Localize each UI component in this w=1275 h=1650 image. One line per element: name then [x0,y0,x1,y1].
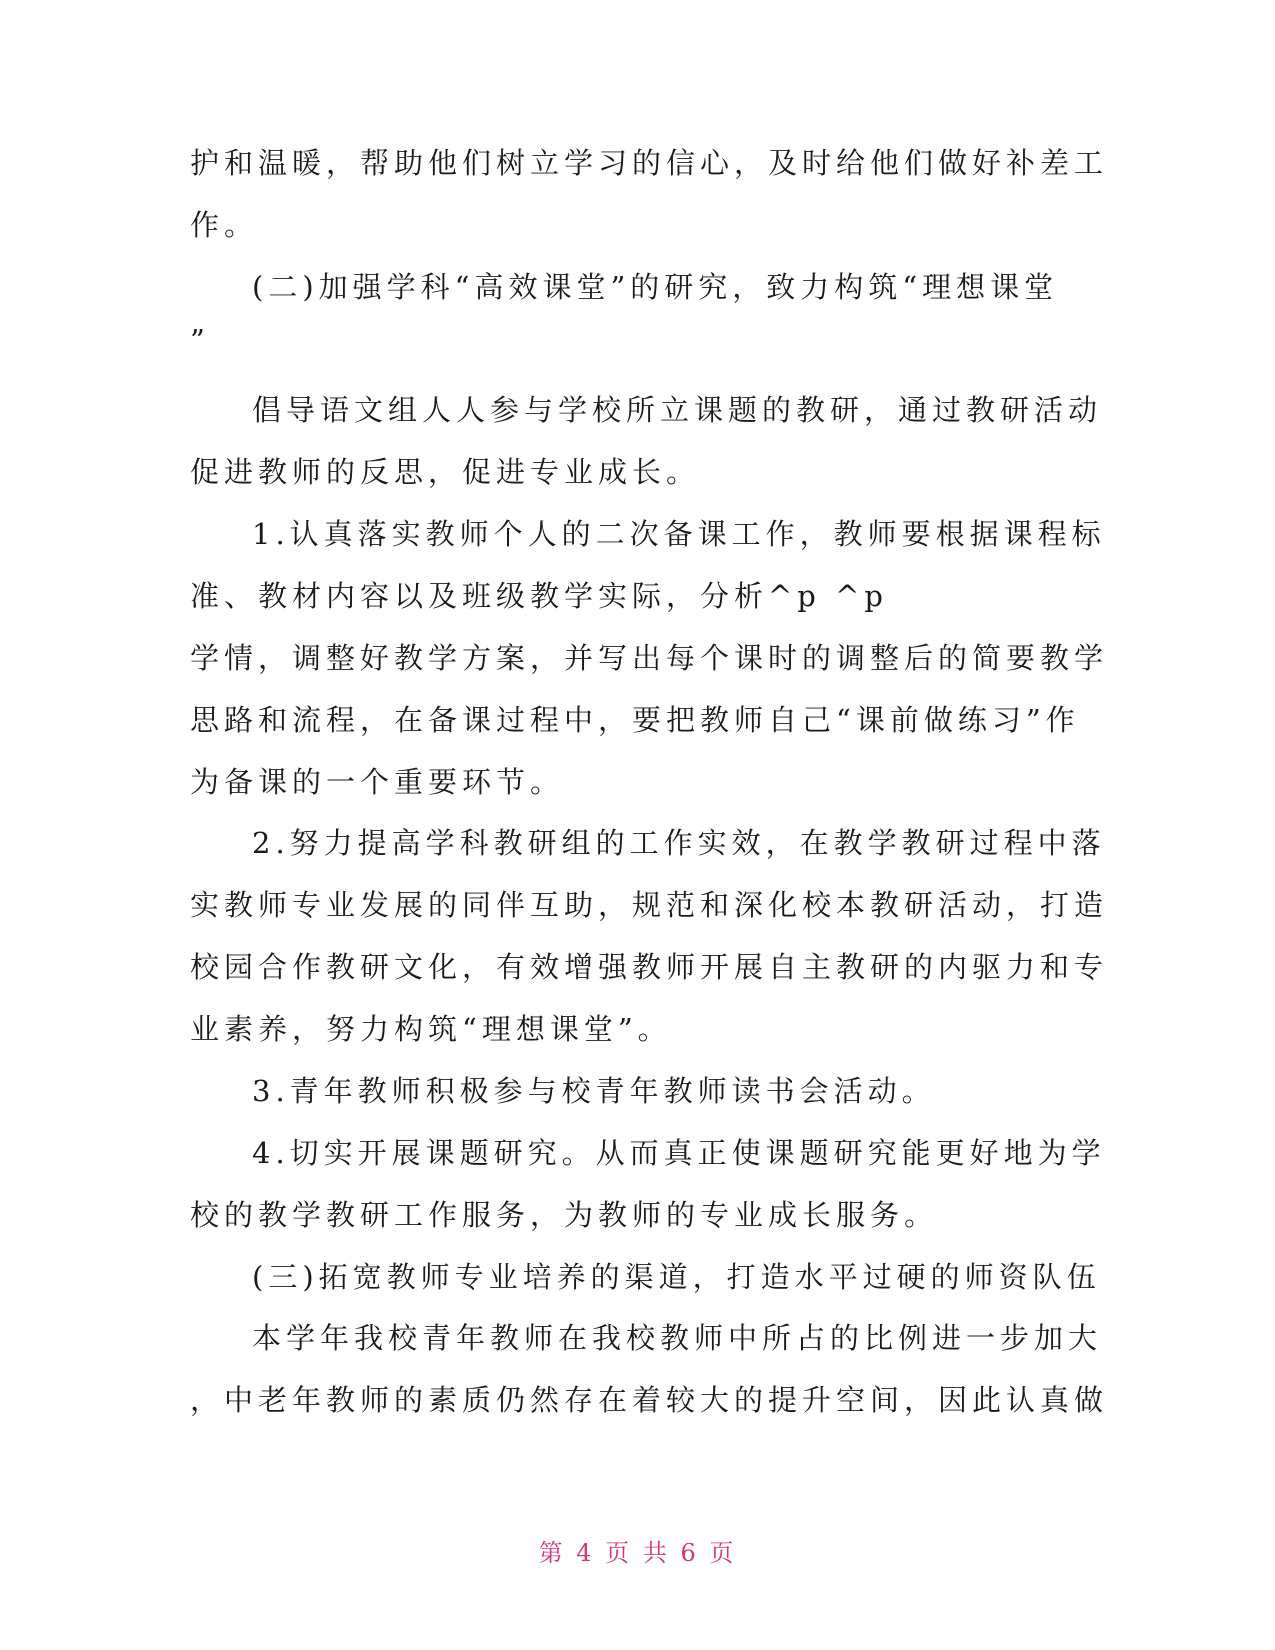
footer-suffix: 页 [709,1539,737,1567]
body-line: 学情，调整好教学方案，并写出每个课时的调整后的简要教学 [190,641,1109,675]
list-item-4: 4.切实开展课题研究。从而真正使课题研究能更好地为学 [252,1136,1106,1170]
list-item-2: 2.努力提高学科教研组的工作实效，在教学教研过程中落 [252,826,1106,860]
body-line: 倡导语文组人人参与学校所立课题的教研，通过教研活动 [252,393,1103,427]
footer-current-page: 4 [576,1539,595,1567]
body-line: 为备课的一个重要环节。 [190,765,565,799]
section-heading: (三)拓宽教师专业培养的渠道，打造水平过硬的师资队伍 [252,1260,1101,1294]
body-line: 促进教师的反思，促进专业成长。 [190,455,701,489]
footer-total-pages: 6 [680,1539,699,1567]
section-heading: (二)加强学科“高效课堂”的研究，致力构筑“理想课堂 [252,270,1059,304]
body-line: 准、教材内容以及班级教学实际，分析^p ^p [190,579,888,613]
body-line: 本学年我校青年教师在我校教师中所占的比例进一步加大 [252,1321,1103,1355]
footer-page-label: 页 [605,1539,633,1567]
body-line: 校园合作教研文化，有效增强教师开展自主教研的内驱力和专 [190,950,1109,984]
body-line: 作。 [190,208,259,242]
body-line: 实教师专业发展的同伴互助，规范和深化校本教研活动，打造 [190,888,1109,922]
footer-prefix: 第 [538,1539,566,1567]
list-item-1: 1.认真落实教师个人的二次备课工作，教师要根据课程标 [252,517,1106,551]
footer-total-label: 共 [642,1539,670,1567]
page-footer [0,1538,1275,1568]
section-heading-cont: ” [190,323,210,357]
body-line: 校的教学教研工作服务，为教师的专业成长服务。 [190,1198,939,1232]
list-item-3: 3.青年教师积极参与校青年教师读书会活动。 [252,1074,936,1108]
body-line: 护和温暖，帮助他们树立学习的信心，及时给他们做好补差工 [190,146,1109,180]
body-line: 业素养，努力构筑“理想课堂”。 [190,1012,672,1046]
body-line: 思路和流程，在备课过程中，要把教师自己“课前做练习”作 [190,703,1080,737]
body-line: ，中老年教师的素质仍然存在着较大的提升空间，因此认真做 [190,1383,1109,1417]
